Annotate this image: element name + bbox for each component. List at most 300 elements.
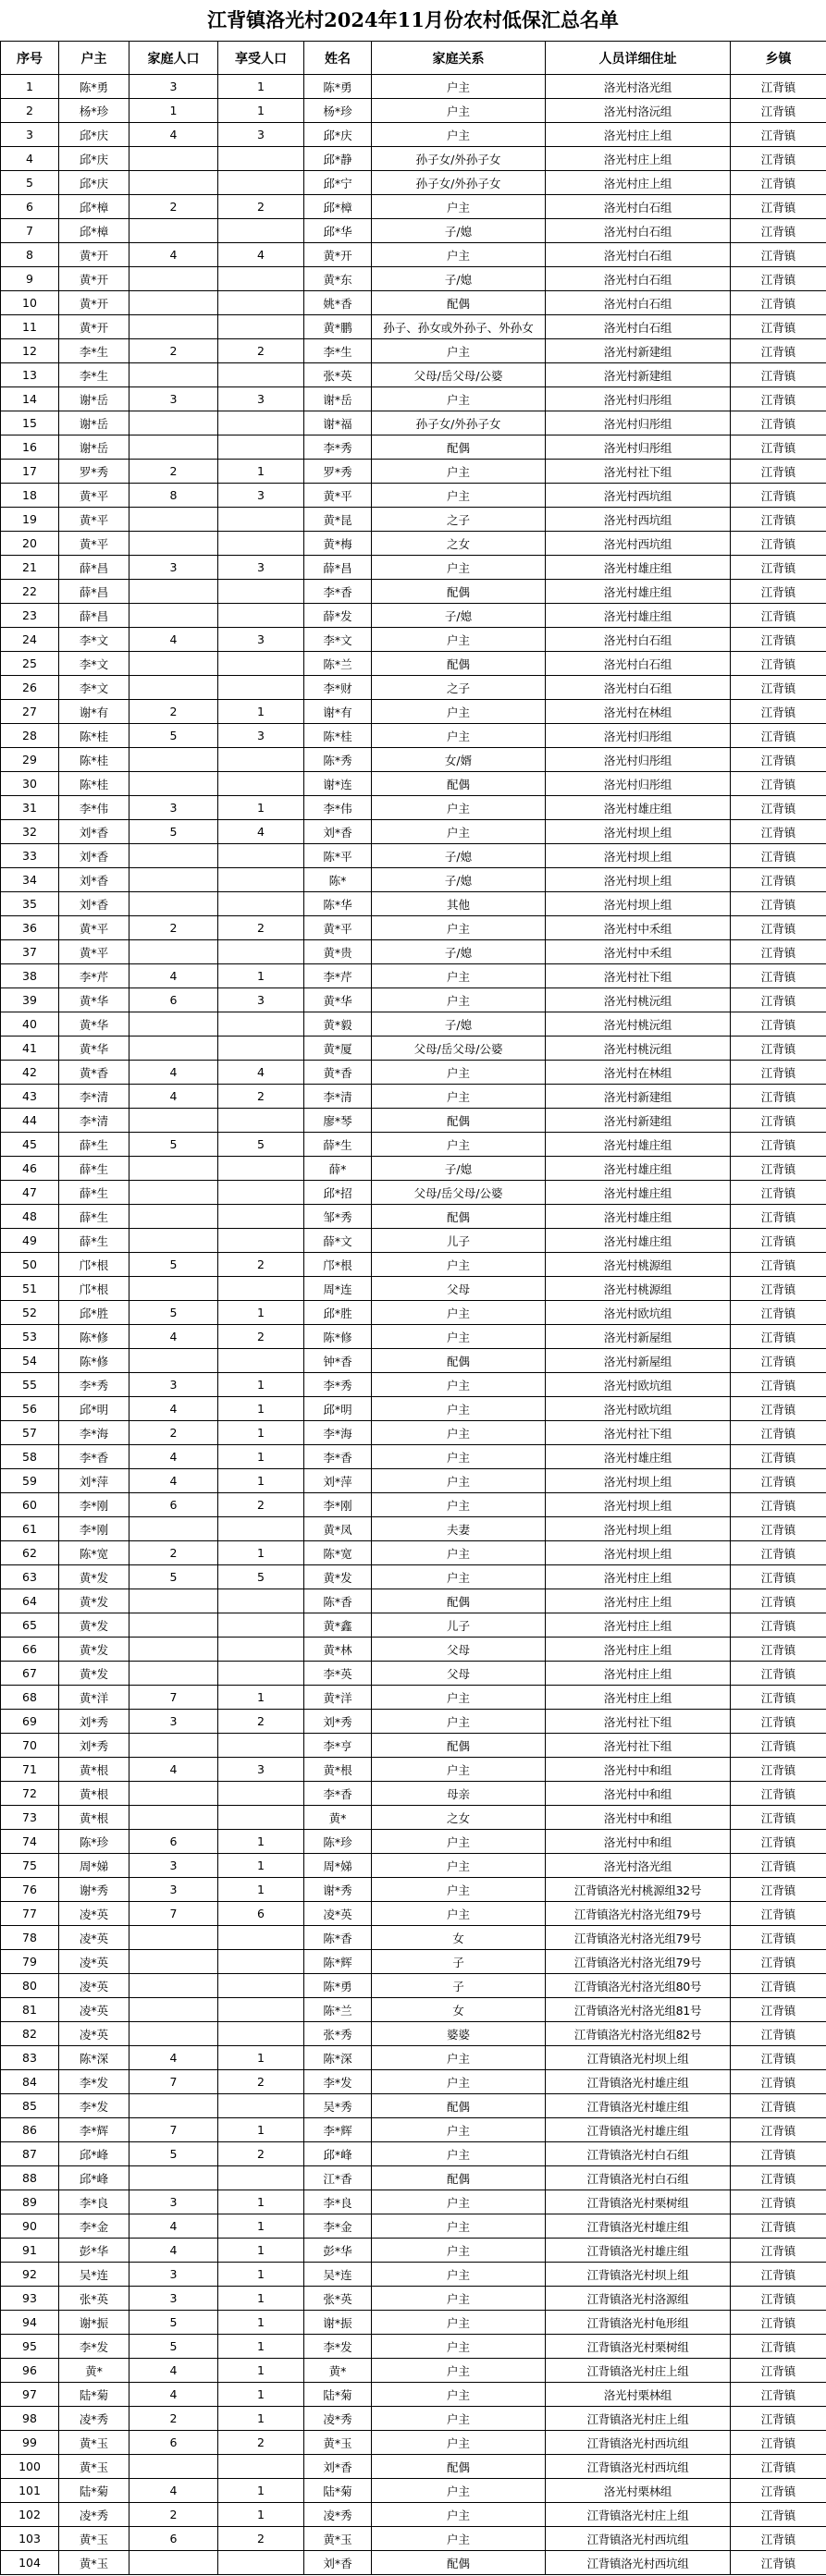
cell-address: 洛光村西坑组 — [546, 484, 731, 508]
cell-address: 洛光村庄上组 — [546, 1638, 731, 1662]
cell-seq: 84 — [1, 2070, 59, 2094]
cell-seq: 101 — [1, 2479, 59, 2503]
table-row — [1, 1373, 826, 1397]
table-row — [1, 1830, 826, 1854]
cell-seq: 3 — [1, 123, 59, 147]
cell-address: 洛光村雄庄组 — [546, 1205, 731, 1229]
cell-seq: 42 — [1, 1061, 59, 1085]
cell-householder: 邝*根 — [59, 1277, 129, 1301]
cell-address: 洛光村坝上组 — [546, 1517, 731, 1541]
cell-beneficiaries — [218, 1589, 304, 1613]
cell-householder: 黄*华 — [59, 988, 129, 1012]
cell-township: 江背镇 — [731, 2479, 826, 2503]
table-row — [1, 1253, 826, 1277]
cell-name: 张*秀 — [304, 2022, 372, 2046]
cell-address: 洛光村归彤组 — [546, 772, 731, 796]
cell-name: 陈* — [304, 868, 372, 892]
column-header-beneficiaries: 享受人口 — [218, 42, 304, 75]
cell-family-size: 4 — [129, 1445, 218, 1469]
cell-township: 江背镇 — [731, 2335, 826, 2359]
cell-family-size — [129, 219, 218, 243]
table-row — [1, 1085, 826, 1109]
table-row — [1, 2263, 826, 2287]
cell-family-size: 4 — [129, 2383, 218, 2407]
cell-seq: 12 — [1, 339, 59, 363]
cell-address: 洛光村欧坑组 — [546, 1373, 731, 1397]
cell-address: 江背镇洛光村洛源组 — [546, 2287, 731, 2311]
cell-seq: 103 — [1, 2527, 59, 2551]
cell-householder: 黄*发 — [59, 1662, 129, 1686]
cell-seq: 49 — [1, 1229, 59, 1253]
cell-relation: 子/媳 — [372, 868, 546, 892]
cell-name: 黄*凤 — [304, 1517, 372, 1541]
cell-beneficiaries — [218, 604, 304, 628]
cell-address: 洛光村雄庄组 — [546, 1157, 731, 1181]
cell-householder: 薛*生 — [59, 1133, 129, 1157]
cell-relation: 户主 — [372, 2214, 546, 2239]
cell-address: 洛光村归彤组 — [546, 387, 731, 411]
cell-relation: 户主 — [372, 1061, 546, 1085]
cell-name: 陈*勇 — [304, 1974, 372, 1998]
cell-township: 江背镇 — [731, 1517, 826, 1541]
cell-township: 江背镇 — [731, 2503, 826, 2527]
cell-township: 江背镇 — [731, 676, 826, 700]
cell-beneficiaries — [218, 1638, 304, 1662]
cell-beneficiaries — [218, 844, 304, 868]
cell-beneficiaries: 1 — [218, 2239, 304, 2263]
cell-seq: 48 — [1, 1205, 59, 1229]
table-row — [1, 2070, 826, 2094]
cell-seq: 26 — [1, 676, 59, 700]
cell-name: 陈*深 — [304, 2046, 372, 2070]
cell-relation: 儿子 — [372, 1613, 546, 1638]
cell-name: 李*英 — [304, 1662, 372, 1686]
cell-seq: 61 — [1, 1517, 59, 1541]
cell-relation: 父母 — [372, 1638, 546, 1662]
cell-relation: 户主 — [372, 2479, 546, 2503]
cell-address: 洛光村新建组 — [546, 1085, 731, 1109]
cell-name: 吴*连 — [304, 2263, 372, 2287]
cell-name: 黄*贵 — [304, 940, 372, 964]
cell-seq: 11 — [1, 315, 59, 339]
cell-beneficiaries — [218, 676, 304, 700]
cell-householder: 李*生 — [59, 363, 129, 387]
cell-householder: 黄*平 — [59, 916, 129, 940]
cell-householder: 谢*岳 — [59, 411, 129, 435]
cell-name: 黄*毅 — [304, 1012, 372, 1037]
cell-beneficiaries: 1 — [218, 2263, 304, 2287]
cell-township: 江背镇 — [731, 1541, 826, 1565]
cell-name: 周*连 — [304, 1277, 372, 1301]
cell-relation: 户主 — [372, 1421, 546, 1445]
cell-address: 洛光村雄庄组 — [546, 1445, 731, 1469]
cell-householder: 邱*庆 — [59, 123, 129, 147]
cell-family-size: 4 — [129, 1061, 218, 1085]
cell-relation: 户主 — [372, 1541, 546, 1565]
cell-relation: 其他 — [372, 892, 546, 916]
cell-family-size: 4 — [129, 628, 218, 652]
cell-address: 洛光村中和组 — [546, 1830, 731, 1854]
table-header-row — [1, 42, 826, 75]
cell-name: 李*良 — [304, 2190, 372, 2214]
cell-householder: 凌*英 — [59, 2022, 129, 2046]
cell-seq: 43 — [1, 1085, 59, 1109]
cell-relation: 户主 — [372, 1758, 546, 1782]
table-row — [1, 315, 826, 339]
table-row — [1, 99, 826, 123]
cell-householder: 黄*平 — [59, 940, 129, 964]
cell-relation: 户主 — [372, 1301, 546, 1325]
cell-name: 刘*秀 — [304, 1710, 372, 1734]
cell-seq: 73 — [1, 1806, 59, 1830]
cell-township: 江背镇 — [731, 1421, 826, 1445]
cell-seq: 50 — [1, 1253, 59, 1277]
cell-householder: 陈*桂 — [59, 748, 129, 772]
table-row — [1, 1445, 826, 1469]
table-row — [1, 508, 826, 532]
table-row — [1, 435, 826, 460]
cell-address: 洛光村中和组 — [546, 1758, 731, 1782]
table-row — [1, 676, 826, 700]
cell-seq: 53 — [1, 1325, 59, 1349]
cell-family-size — [129, 1229, 218, 1253]
cell-family-size: 4 — [129, 1085, 218, 1109]
table-row — [1, 2094, 826, 2118]
cell-address: 洛光村雄庄组 — [546, 1181, 731, 1205]
cell-householder: 黄*根 — [59, 1758, 129, 1782]
cell-beneficiaries: 2 — [218, 1710, 304, 1734]
cell-beneficiaries: 2 — [218, 1085, 304, 1109]
cell-name: 邱*静 — [304, 147, 372, 171]
table-row — [1, 1349, 826, 1373]
cell-name: 邱*樟 — [304, 195, 372, 219]
cell-beneficiaries — [218, 2166, 304, 2190]
table-row — [1, 1782, 826, 1806]
cell-address: 洛光村洛沅组 — [546, 99, 731, 123]
cell-name: 陈*珍 — [304, 1830, 372, 1854]
cell-name: 黄*鹏 — [304, 315, 372, 339]
cell-family-size — [129, 1998, 218, 2022]
cell-township: 江背镇 — [731, 2214, 826, 2239]
cell-householder: 陆*菊 — [59, 2479, 129, 2503]
cell-family-size — [129, 1974, 218, 1998]
cell-name: 杨*珍 — [304, 99, 372, 123]
cell-beneficiaries — [218, 1950, 304, 1974]
cell-township: 江背镇 — [731, 1445, 826, 1469]
cell-relation: 户主 — [372, 628, 546, 652]
table-row — [1, 1998, 826, 2022]
cell-name: 刘*萍 — [304, 1469, 372, 1493]
cell-name: 邱*宁 — [304, 171, 372, 195]
table-row — [1, 1854, 826, 1878]
cell-householder: 陈*深 — [59, 2046, 129, 2070]
cell-name: 黄*根 — [304, 1758, 372, 1782]
cell-seq: 1 — [1, 75, 59, 99]
cell-name: 陆*菊 — [304, 2479, 372, 2503]
cell-beneficiaries: 1 — [218, 2311, 304, 2335]
cell-seq: 22 — [1, 580, 59, 604]
cell-township: 江背镇 — [731, 484, 826, 508]
cell-township: 江背镇 — [731, 2046, 826, 2070]
cell-seq: 91 — [1, 2239, 59, 2263]
cell-relation: 配偶 — [372, 1734, 546, 1758]
cell-seq: 38 — [1, 964, 59, 988]
table-row — [1, 1950, 826, 1974]
cell-address: 洛光村新屋组 — [546, 1325, 731, 1349]
cell-beneficiaries: 2 — [218, 1253, 304, 1277]
table-row — [1, 460, 826, 484]
cell-family-size — [129, 411, 218, 435]
cell-address: 洛光村归彤组 — [546, 748, 731, 772]
cell-family-size: 5 — [129, 2335, 218, 2359]
cell-family-size — [129, 1181, 218, 1205]
table-body — [1, 75, 826, 2575]
cell-beneficiaries: 4 — [218, 243, 304, 267]
cell-township: 江背镇 — [731, 2142, 826, 2166]
cell-township: 江背镇 — [731, 1061, 826, 1085]
cell-beneficiaries — [218, 267, 304, 291]
cell-township: 江背镇 — [731, 2239, 826, 2263]
cell-township: 江背镇 — [731, 1253, 826, 1277]
cell-seq: 83 — [1, 2046, 59, 2070]
cell-name: 黄*玉 — [304, 2527, 372, 2551]
cell-township: 江背镇 — [731, 1325, 826, 1349]
table-row — [1, 1397, 826, 1421]
cell-township: 江背镇 — [731, 1758, 826, 1782]
cell-householder: 李*文 — [59, 652, 129, 676]
cell-seq: 98 — [1, 2407, 59, 2431]
cell-township: 江背镇 — [731, 1157, 826, 1181]
cell-beneficiaries: 1 — [218, 2335, 304, 2359]
cell-relation: 子 — [372, 1974, 546, 1998]
cell-township: 江背镇 — [731, 1205, 826, 1229]
cell-relation: 之女 — [372, 1806, 546, 1830]
cell-township: 江背镇 — [731, 195, 826, 219]
cell-householder: 李*发 — [59, 2094, 129, 2118]
cell-seq: 2 — [1, 99, 59, 123]
cell-name: 谢*连 — [304, 772, 372, 796]
cell-seq: 70 — [1, 1734, 59, 1758]
cell-address: 洛光村栗林组 — [546, 2383, 731, 2407]
cell-address: 洛光村桃沅组 — [546, 1037, 731, 1061]
cell-address: 江背镇洛光村西坑组 — [546, 2455, 731, 2479]
cell-family-size — [129, 1205, 218, 1229]
cell-beneficiaries: 3 — [218, 724, 304, 748]
cell-beneficiaries: 3 — [218, 628, 304, 652]
cell-beneficiaries — [218, 1998, 304, 2022]
cell-householder: 凌*英 — [59, 1998, 129, 2022]
table-row — [1, 892, 826, 916]
cell-township: 江背镇 — [731, 2551, 826, 2575]
cell-beneficiaries: 5 — [218, 1133, 304, 1157]
cell-seq: 85 — [1, 2094, 59, 2118]
cell-name: 陈*桂 — [304, 724, 372, 748]
cell-family-size: 6 — [129, 988, 218, 1012]
cell-seq: 25 — [1, 652, 59, 676]
cell-family-size: 3 — [129, 556, 218, 580]
cell-relation: 户主 — [372, 820, 546, 844]
cell-name: 谢*岳 — [304, 387, 372, 411]
cell-householder: 李*辉 — [59, 2118, 129, 2142]
cell-township: 江背镇 — [731, 2431, 826, 2455]
cell-beneficiaries — [218, 892, 304, 916]
cell-seq: 58 — [1, 1445, 59, 1469]
document-title: 江背镇洛光村2024年11月份农村低保汇总名单 — [207, 8, 619, 31]
cell-family-size: 3 — [129, 1854, 218, 1878]
cell-seq: 39 — [1, 988, 59, 1012]
cell-township: 江背镇 — [731, 2407, 826, 2431]
cell-beneficiaries: 1 — [218, 2359, 304, 2383]
table-row — [1, 1277, 826, 1301]
table-row — [1, 748, 826, 772]
cell-township: 江背镇 — [731, 604, 826, 628]
cell-householder: 黄*华 — [59, 1012, 129, 1037]
cell-seq: 37 — [1, 940, 59, 964]
cell-family-size: 1 — [129, 99, 218, 123]
table-row — [1, 195, 826, 219]
cell-address: 洛光村白石组 — [546, 291, 731, 315]
cell-householder: 薛*昌 — [59, 556, 129, 580]
cell-township: 江背镇 — [731, 411, 826, 435]
table-row — [1, 1469, 826, 1493]
table-row — [1, 988, 826, 1012]
cell-name: 李*发 — [304, 2335, 372, 2359]
table-row — [1, 628, 826, 652]
cell-householder: 陈*修 — [59, 1349, 129, 1373]
cell-relation: 婆婆 — [372, 2022, 546, 2046]
cell-address: 江背镇洛光村洛光组81号 — [546, 1998, 731, 2022]
cell-township: 江背镇 — [731, 219, 826, 243]
cell-beneficiaries: 1 — [218, 1686, 304, 1710]
cell-beneficiaries: 1 — [218, 2190, 304, 2214]
table-row — [1, 123, 826, 147]
cell-householder: 李*海 — [59, 1421, 129, 1445]
cell-relation: 孙子、孙女或外孙子、外孙女 — [372, 315, 546, 339]
cell-beneficiaries: 2 — [218, 2431, 304, 2455]
cell-family-size — [129, 580, 218, 604]
cell-family-size: 4 — [129, 1325, 218, 1349]
cell-relation: 户主 — [372, 916, 546, 940]
cell-family-size — [129, 1662, 218, 1686]
cell-beneficiaries: 1 — [218, 700, 304, 724]
cell-name: 黄*平 — [304, 916, 372, 940]
cell-township: 江背镇 — [731, 2166, 826, 2190]
table-row — [1, 532, 826, 556]
cell-householder: 黄*开 — [59, 315, 129, 339]
cell-address: 江背镇洛光村西坑组 — [546, 2551, 731, 2575]
cell-family-size: 8 — [129, 484, 218, 508]
cell-beneficiaries: 4 — [218, 1061, 304, 1085]
cell-family-size: 4 — [129, 2214, 218, 2239]
cell-householder: 刘*香 — [59, 820, 129, 844]
cell-seq: 34 — [1, 868, 59, 892]
cell-township: 江背镇 — [731, 1974, 826, 1998]
cell-beneficiaries: 1 — [218, 2214, 304, 2239]
cell-family-size: 4 — [129, 964, 218, 988]
cell-householder: 李*文 — [59, 676, 129, 700]
cell-township: 江背镇 — [731, 243, 826, 267]
cell-seq: 8 — [1, 243, 59, 267]
cell-township: 江背镇 — [731, 820, 826, 844]
cell-relation: 户主 — [372, 988, 546, 1012]
cell-relation: 户主 — [372, 2527, 546, 2551]
cell-seq: 67 — [1, 1662, 59, 1686]
cell-address: 洛光村坝上组 — [546, 868, 731, 892]
table-row — [1, 2527, 826, 2551]
cell-beneficiaries — [218, 2455, 304, 2479]
cell-township: 江背镇 — [731, 291, 826, 315]
cell-seq: 52 — [1, 1301, 59, 1325]
cell-name: 李*辉 — [304, 2118, 372, 2142]
cell-seq: 68 — [1, 1686, 59, 1710]
cell-family-size — [129, 267, 218, 291]
cell-seq: 94 — [1, 2311, 59, 2335]
table-row — [1, 1061, 826, 1085]
cell-seq: 4 — [1, 147, 59, 171]
cell-seq: 90 — [1, 2214, 59, 2239]
cell-relation: 配偶 — [372, 1589, 546, 1613]
cell-seq: 88 — [1, 2166, 59, 2190]
cell-seq: 100 — [1, 2455, 59, 2479]
cell-seq: 5 — [1, 171, 59, 195]
table-row — [1, 2190, 826, 2214]
cell-family-size — [129, 652, 218, 676]
cell-relation: 户主 — [372, 75, 546, 99]
cell-family-size: 4 — [129, 1758, 218, 1782]
cell-seq: 24 — [1, 628, 59, 652]
column-header-name: 姓名 — [304, 42, 372, 75]
cell-seq: 77 — [1, 1902, 59, 1926]
table-row — [1, 1517, 826, 1541]
cell-township: 江背镇 — [731, 435, 826, 460]
cell-family-size: 6 — [129, 2431, 218, 2455]
cell-name: 李*秀 — [304, 1373, 372, 1397]
cell-householder: 薛*昌 — [59, 604, 129, 628]
cell-address: 江背镇洛光村庄上组 — [546, 2503, 731, 2527]
cell-relation: 户主 — [372, 1325, 546, 1349]
cell-address: 洛光村白石组 — [546, 628, 731, 652]
cell-relation: 配偶 — [372, 291, 546, 315]
cell-name: 凌*英 — [304, 1902, 372, 1926]
table-row — [1, 2479, 826, 2503]
cell-address: 江背镇洛光村栗树组 — [546, 2190, 731, 2214]
cell-householder: 陈*珍 — [59, 1830, 129, 1854]
cell-seq: 51 — [1, 1277, 59, 1301]
cell-family-size: 3 — [129, 796, 218, 820]
cell-township: 江背镇 — [731, 916, 826, 940]
table-row — [1, 2287, 826, 2311]
cell-beneficiaries — [218, 1109, 304, 1133]
cell-family-size — [129, 2551, 218, 2575]
cell-address: 洛光村归彤组 — [546, 724, 731, 748]
cell-address: 洛光村新建组 — [546, 1109, 731, 1133]
cell-beneficiaries — [218, 748, 304, 772]
cell-beneficiaries: 2 — [218, 339, 304, 363]
cell-householder: 凌*秀 — [59, 2407, 129, 2431]
cell-address: 洛光村社下组 — [546, 1421, 731, 1445]
cell-householder: 邱*庆 — [59, 147, 129, 171]
cell-seq: 99 — [1, 2431, 59, 2455]
cell-address: 江背镇洛光村龟形组 — [546, 2311, 731, 2335]
cell-beneficiaries: 2 — [218, 2070, 304, 2094]
cell-name: 黄*玉 — [304, 2431, 372, 2455]
cell-relation: 户主 — [372, 2142, 546, 2166]
cell-relation: 父母 — [372, 1277, 546, 1301]
cell-seq: 79 — [1, 1950, 59, 1974]
cell-householder: 凌*英 — [59, 1902, 129, 1926]
cell-seq: 78 — [1, 1926, 59, 1950]
cell-relation: 户主 — [372, 2359, 546, 2383]
